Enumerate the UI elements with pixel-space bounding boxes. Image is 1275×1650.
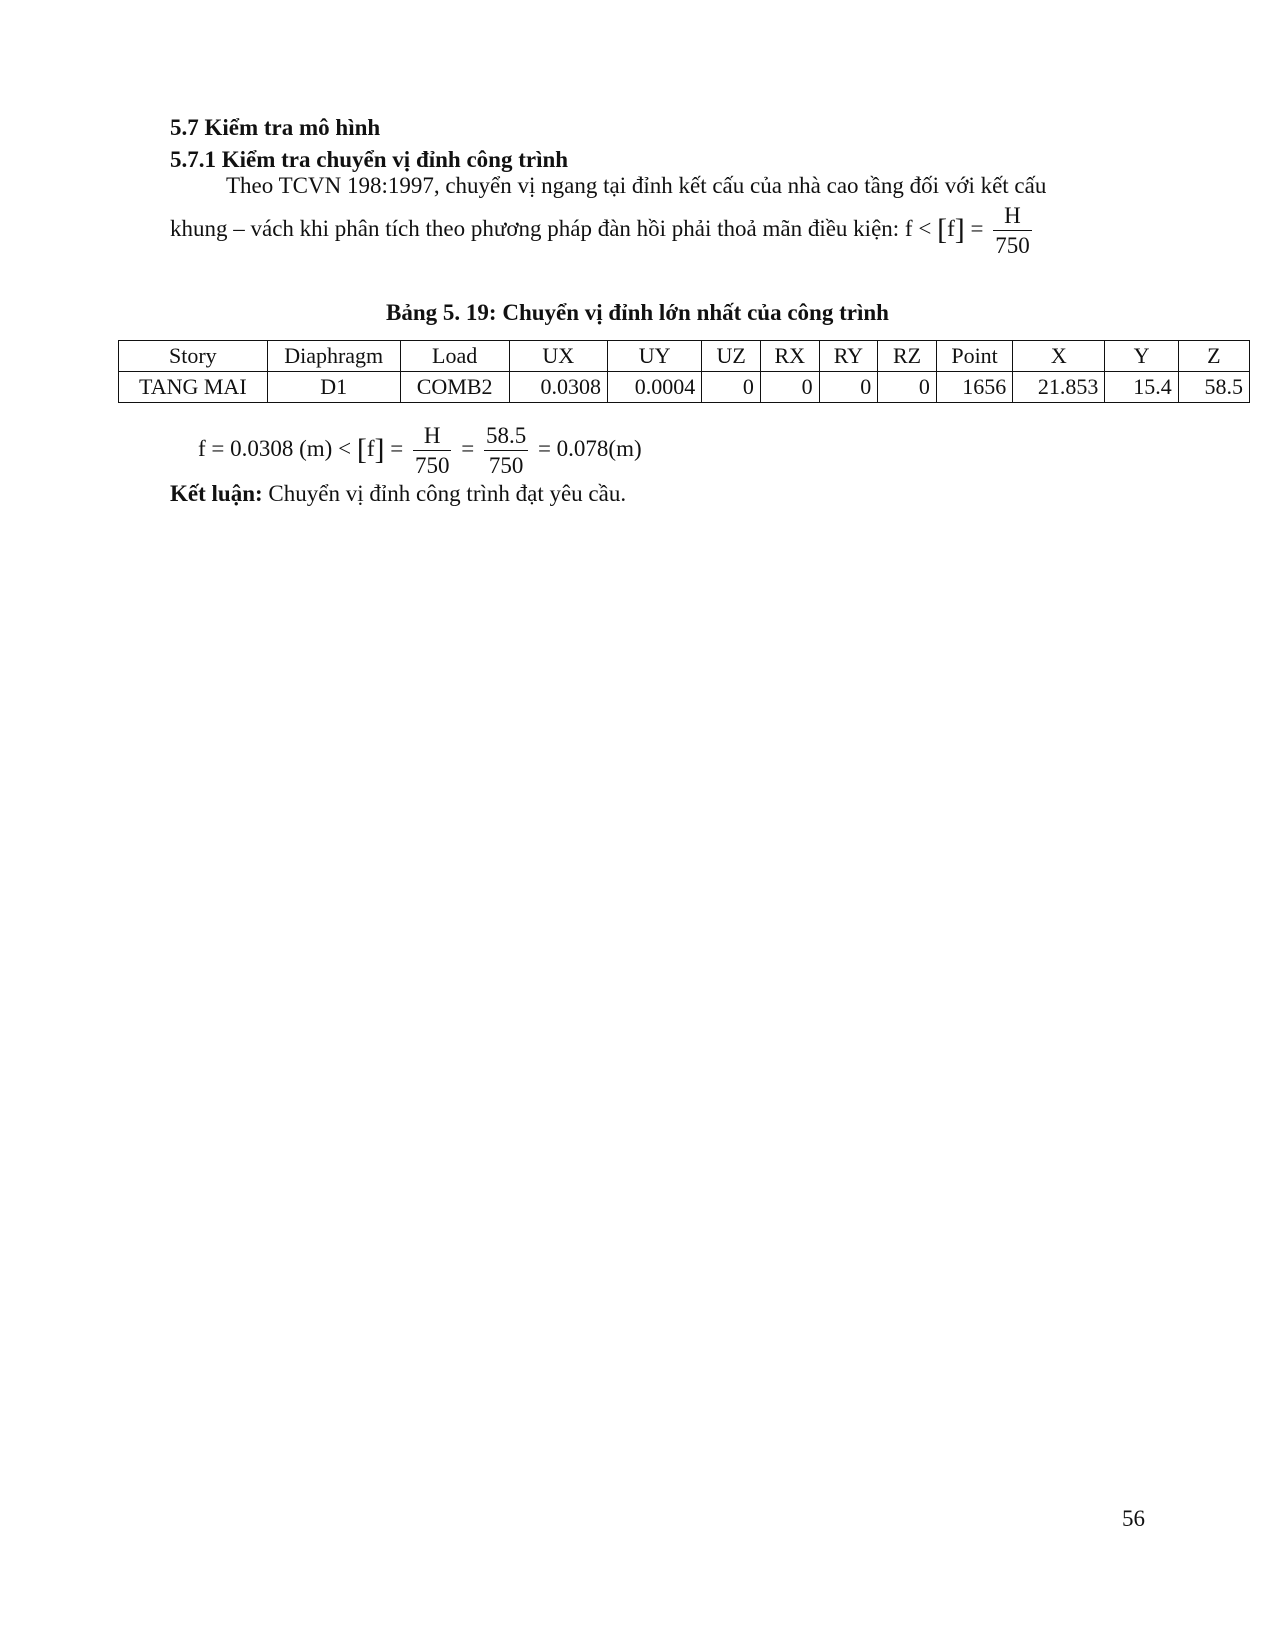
table-cell: TANG MAI: [119, 372, 268, 403]
table-cell: 21.853: [1013, 372, 1105, 403]
condition-numerator: H: [993, 204, 1032, 231]
table-cell: 0.0004: [608, 372, 702, 403]
calc-fraction-1-num: H: [413, 424, 452, 451]
calc-fraction-1: [413, 424, 452, 477]
condition-f-symbol: f: [947, 215, 955, 241]
header-cell: Load: [400, 341, 509, 372]
table-cell: 0: [760, 372, 819, 403]
header-cell: Diaphragm: [267, 341, 400, 372]
header-cell: UX: [509, 341, 607, 372]
conclusion-text: Chuyển vị đỉnh công trình đạt yêu cầu.: [262, 481, 627, 506]
calc-bracket-close: ]: [374, 432, 385, 466]
table-cell: 15.4: [1105, 372, 1178, 403]
table-caption: Bảng 5. 19: Chuyển vị đỉnh lớn nhất của công trình: [386, 300, 889, 325]
page-number: 56: [1122, 1506, 1145, 1531]
calc-eq2: =: [461, 435, 475, 461]
condition-denominator: 750: [995, 233, 1030, 258]
table-row: [119, 372, 1250, 403]
condition-fraction: [993, 204, 1032, 257]
conclusion-label: Kết luận:: [170, 481, 263, 506]
displacement-table: [118, 340, 1250, 403]
calc-eq1: =: [390, 435, 404, 461]
header-cell: Point: [936, 341, 1012, 372]
intro-line-1: Theo TCVN 198:1997, chuyển vị ngang tại đỉnh kết cấu của nhà cao tầng đối với kết cấu: [226, 173, 1047, 198]
bracket-close: ]: [954, 212, 965, 246]
table-cell: 0.0308: [509, 372, 607, 403]
bracket-open: [: [937, 212, 948, 246]
header-cell: RX: [760, 341, 819, 372]
calc-bracket-open: [: [356, 432, 367, 466]
header-cell: X: [1013, 341, 1105, 372]
calc-fraction-1-den: 750: [414, 453, 450, 478]
intro-line-2: [170, 204, 1036, 257]
calc-lhs: f = 0.0308 (m) <: [198, 435, 352, 461]
section-heading: 5.7 Kiểm tra mô hình: [170, 115, 381, 140]
table-cell: 58.5: [1178, 372, 1249, 403]
table-cell: 0: [878, 372, 937, 403]
intro-line-2-text: khung – vách khi phân tích theo phương pháp đàn hồi phải thoả mãn điều kiện: f <: [170, 215, 932, 241]
table-cell: COMB2: [400, 372, 509, 403]
header-cell: Story: [119, 341, 268, 372]
calc-fraction-2-num: 58.5: [484, 424, 528, 451]
subsection-heading: 5.7.1 Kiểm tra chuyển vị đỉnh công trình: [170, 147, 569, 172]
table-cell: 0: [702, 372, 761, 403]
calc-result: = 0.078(m): [537, 435, 642, 461]
table-header-row: [119, 341, 1250, 372]
table-cell: 0: [819, 372, 878, 403]
calc-f-symbol: f: [366, 435, 375, 461]
table-cell: D1: [267, 372, 400, 403]
header-cell: Z: [1178, 341, 1249, 372]
table-cell: 1656: [936, 372, 1012, 403]
header-cell: RY: [819, 341, 878, 372]
condition-equals: =: [970, 215, 984, 241]
header-cell: RZ: [878, 341, 937, 372]
header-cell: UZ: [702, 341, 761, 372]
calc-fraction-2-den: 750: [488, 453, 524, 478]
header-cell: Y: [1105, 341, 1178, 372]
header-cell: UY: [608, 341, 702, 372]
conclusion: [170, 482, 626, 505]
calc-formula: [198, 424, 642, 477]
calc-fraction-2: [484, 424, 528, 477]
